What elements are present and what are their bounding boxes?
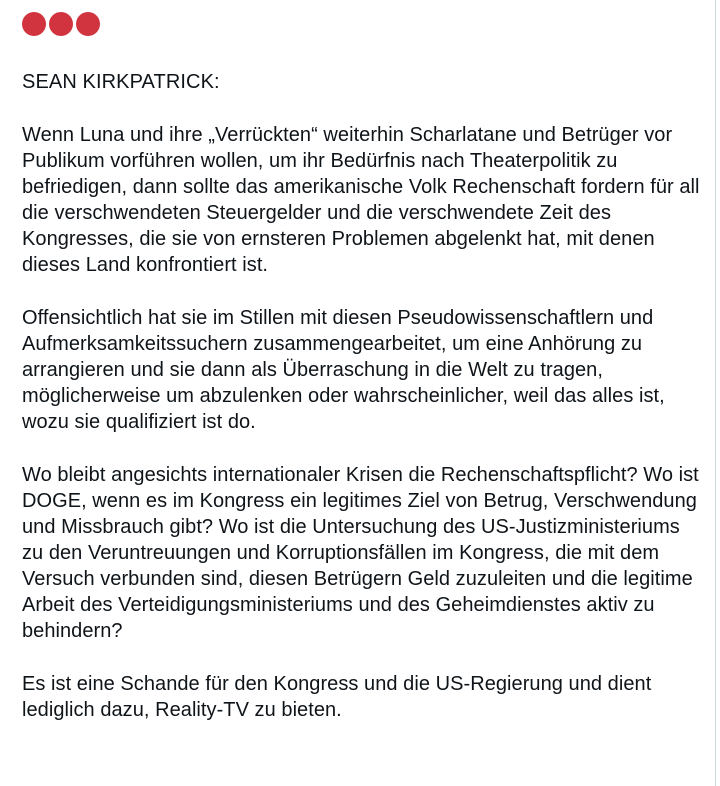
paragraph-1: Wenn Luna und ihre „Verrückten“ weiterhin Scharlatane und Betrüger vor Publikum vorführen wollen, um ihr Bedürfnis nach Theaterpolitik zu befriedigen, dann sollte das amerikanische Volk Rechenschaft fordern für all die verschwendeten Steuergelder und die verschwendete Zeit des Kongresses, die sie von ernsteren Problemen abgelenkt hat, mit denen dieses Land konfrontiert ist. — [22, 124, 700, 276]
paragraph-3: Wo bleibt angesichts internationaler Krisen die Rechenschaftspflicht? Wo ist DOGE, wenn es im Kongress ein legitimes Ziel von Betrug, Verschwendung und Missbrauch gibt? Wo ist die Untersuchung des US-Justizministeriums zu den Veruntreuungen und Korruptionsfällen im Kongress, die mit dem Versuch verbunden sind, diesen Betrügern Geld zuzuleiten und die legitime Arbeit des Verteidigungsministeriums und des Geheimdienstes aktiv zu behindern? — [22, 464, 699, 642]
red-dot-icon — [22, 12, 46, 36]
paragraph-4: Es ist eine Schande für den Kongress und die US-Regierung und dient lediglich dazu, Reality-TV zu bieten. — [22, 673, 652, 721]
red-dot-icon — [76, 12, 100, 36]
red-dot-icon — [49, 12, 73, 36]
post-body — [22, 70, 702, 723]
window-dots — [22, 12, 100, 36]
paragraph-2: Offensichtlich hat sie im Stillen mit diesen Pseudowissenschaftlern und Aufmerksamkeitssuchern zusammengearbeitet, um eine Anhörung zu arrangieren und sie dann als Überraschung in die Welt zu tragen, möglicherweise um abzulenken oder wahrscheinlicher, weil das alles ist, wozu sie qualifiziert ist do. — [22, 307, 665, 433]
speaker-name: SEAN KIRKPATRICK: — [22, 71, 220, 93]
